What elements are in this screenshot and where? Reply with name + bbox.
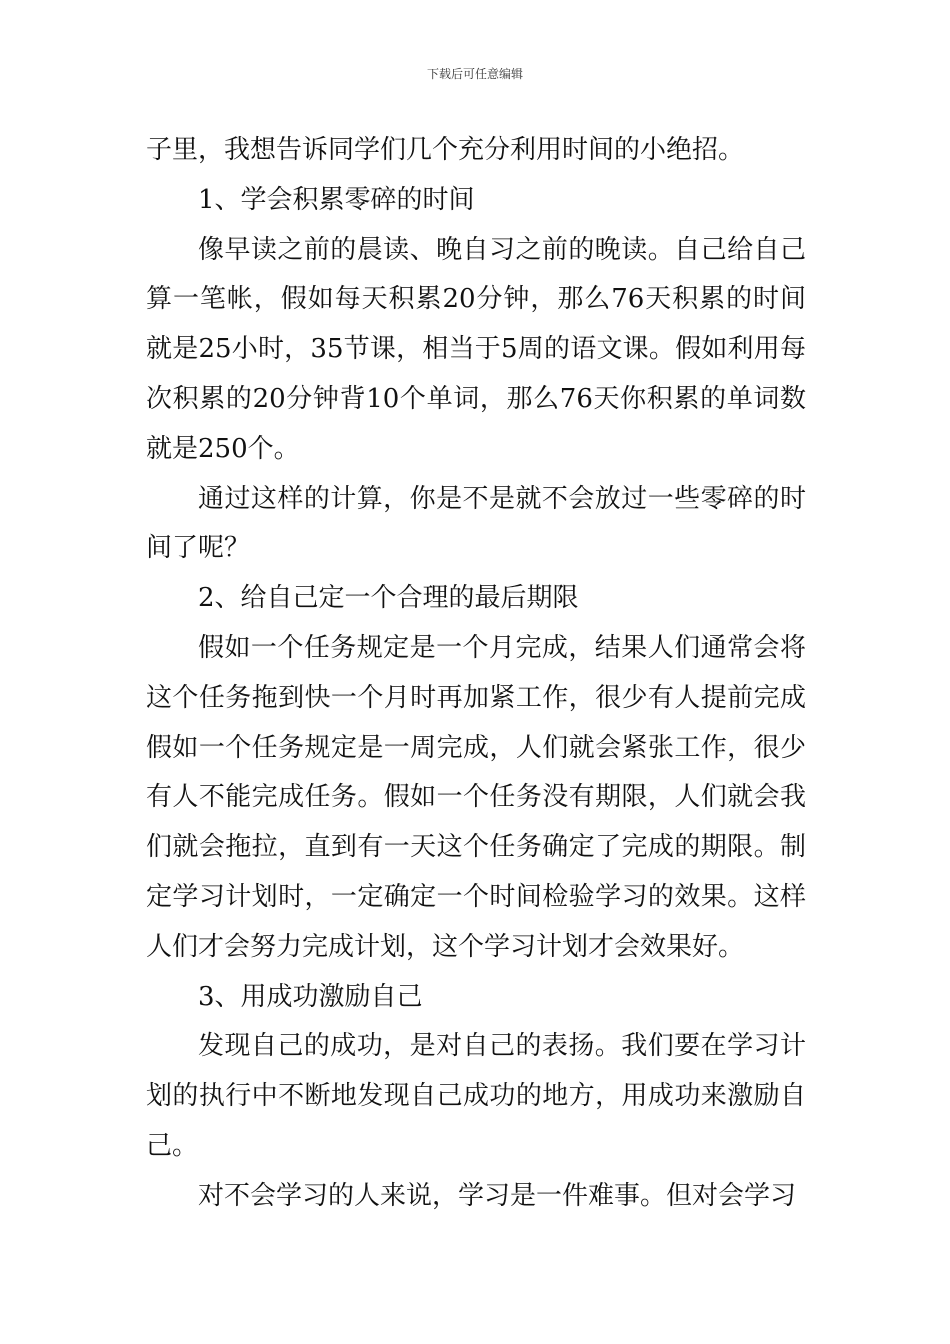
section-heading-1: 1、学会积累零碎的时间	[198, 184, 475, 215]
page-header: 下载后可任意编辑	[426, 67, 523, 81]
section-heading-2: 2、给自己定一个合理的最后期限	[198, 583, 579, 614]
paragraph-calculation: 通过这样的计算，你是不是就不会放过一些零碎的时间了呢？	[146, 483, 806, 564]
paragraph-success: 发现自己的成功，是对自己的表扬。我们要在学习计划的执行中不断地发现自己成功的地方，用成功来激励自己。	[146, 1031, 806, 1161]
paragraph-deadline: 假如一个任务规定是一个月完成，结果人们通常会将这个任务拖到快一个月时再加紧工作，很少有人提前完成假如一个任务规定是一周完成，人们就会紧张工作，很少有人不能完成任务。假如一个任务没有期限，人们就会我们就会拖拉，直到有一天这个任务确定了完成的期限。制定学习计划时，一定确定一个时间检验学习的效果。这样人们才会努力完成计划，这个学习计划才会效果好。	[146, 632, 806, 962]
page-body	[146, 126, 806, 1222]
paragraph-intro-continuation: 子里，我想告诉同学们几个充分利用时间的小绝招。	[146, 135, 745, 165]
paragraph-learning: 对不会学习的人来说，学习是一件难事。但对会学习	[198, 1180, 797, 1211]
paragraph-fragment-time: 像早读之前的晨读、晚自习之前的晚读。自己给自己算一笔帐，假如每天积累20分钟，那么76天积累的时间就是25小时，35节课，相当于5周的语文课。假如利用每次积累的20分钟背10个单词，那么76天你积累的单词数就是250个。	[146, 234, 806, 464]
section-heading-3: 3、用成功激励自己	[198, 981, 423, 1012]
